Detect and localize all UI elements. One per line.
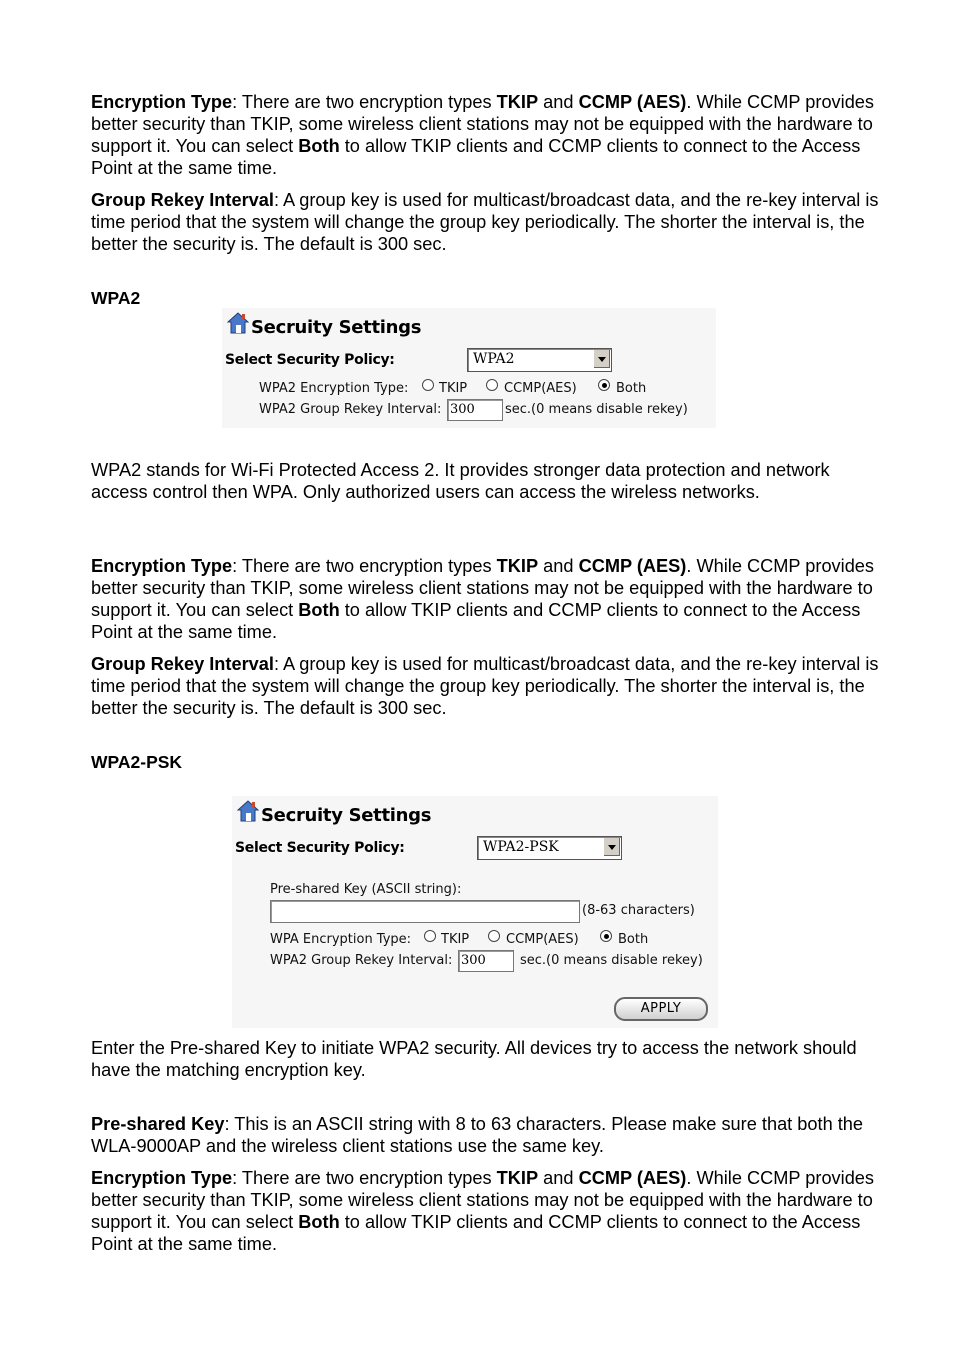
apply-button[interactable]: APPLY — [614, 997, 708, 1021]
radio-ccmp-label: CCMP(AES) — [506, 932, 579, 947]
radio-both-label: Both — [616, 381, 647, 396]
pre-shared-key-hint: (8-63 characters) — [582, 903, 695, 918]
encryption-type-label: WPA2 Encryption Type: — [259, 381, 409, 396]
chevron-down-icon[interactable] — [603, 838, 620, 856]
panel-title: Secruity Settings — [251, 317, 422, 338]
pre-shared-key-paragraph: Pre-shared Key: This is an ASCII string with 8 to 63 characters. Please make sure that both the WLA-9000AP and the wireless client stations use the same key. — [91, 1114, 864, 1156]
rekey-hint: sec.(0 means disable rekey) — [505, 402, 688, 417]
wpa2-psk-settings-panel — [232, 796, 718, 1028]
radio-tkip[interactable] — [422, 379, 434, 391]
wpa2-intro-paragraph: WPA2 stands for Wi-Fi Protected Access 2. It provides stronger data protection and network access control then WPA. Only authorized users can access the wireless networks. — [91, 460, 830, 502]
term: Encryption Type — [91, 1168, 233, 1188]
wpa2-settings-panel — [222, 308, 716, 428]
radio-tkip-label: TKIP — [441, 932, 470, 947]
encryption-type-label: WPA Encryption Type: — [270, 932, 412, 947]
radio-tkip-label: TKIP — [439, 381, 468, 396]
radio-ccmp-label: CCMP(AES) — [504, 381, 577, 396]
radio-both-label: Both — [618, 932, 649, 947]
pre-shared-key-label: Pre-shared Key (ASCII string): — [270, 882, 462, 897]
home-icon — [227, 312, 249, 334]
radio-both[interactable] — [598, 379, 610, 391]
rekey-interval-label: WPA2 Group Rekey Interval: — [259, 402, 442, 417]
section-heading-wpa2-psk: WPA2-PSK — [91, 752, 183, 772]
security-policy-select[interactable]: WPA2 — [467, 348, 612, 372]
panel-title: Secruity Settings — [261, 805, 432, 826]
rekey-interval-input[interactable]: 300 — [447, 399, 503, 421]
wpa2-psk-intro-paragraph: Enter the Pre-shared Key to initiate WPA2 security. All devices try to access the network should have the matching encryption key. — [91, 1038, 857, 1080]
rekey-interval-label: WPA2 Group Rekey Interval: — [270, 953, 453, 968]
term: Encryption Type — [91, 556, 233, 576]
term: Encryption Type — [91, 92, 233, 112]
encryption-type-paragraph: Encryption Type: There are two encryption types TKIP and CCMP (AES). While CCMP provides better security than TKIP, some wireless client stations may not be equipped with the hardware to support it. You can select Both to allow TKIP clients and CCMP clients to connect to the Access Point at the same time. — [91, 92, 875, 178]
rekey-interval-input[interactable]: 300 — [458, 950, 514, 972]
encryption-type-paragraph: Encryption Type: There are two encryption types TKIP and CCMP (AES). While CCMP provides better security than TKIP, some wireless client stations may not be equipped with the hardware to support it. You can select Both to allow TKIP clients and CCMP clients to connect to the Access Point at the same time. — [91, 556, 875, 642]
radio-ccmp[interactable] — [488, 930, 500, 942]
security-policy-select[interactable]: WPA2-PSK — [477, 836, 622, 860]
group-rekey-paragraph: Group Rekey Interval: A group key is used for multicast/broadcast data, and the re-key interval is time period that the system will change the group key periodically. The shorter the interval is, the better the security is. The default is 300 sec. — [91, 190, 879, 254]
rekey-hint: sec.(0 means disable rekey) — [520, 953, 703, 968]
policy-label: Select Security Policy: — [235, 840, 405, 856]
group-rekey-paragraph: Group Rekey Interval: A group key is used for multicast/broadcast data, and the re-key interval is time period that the system will change the group key periodically. The shorter the interval is, the better the security is. The default is 300 sec. — [91, 654, 879, 718]
radio-tkip[interactable] — [424, 930, 436, 942]
chevron-down-icon[interactable] — [593, 350, 610, 368]
radio-both[interactable] — [600, 930, 612, 942]
term: Pre-shared Key — [91, 1114, 225, 1134]
term: Group Rekey Interval — [91, 654, 274, 674]
home-icon — [237, 800, 259, 822]
term: Group Rekey Interval — [91, 190, 274, 210]
section-heading-wpa2: WPA2 — [91, 288, 141, 308]
pre-shared-key-input[interactable] — [270, 900, 580, 923]
policy-label: Select Security Policy: — [225, 352, 395, 368]
radio-ccmp[interactable] — [486, 379, 498, 391]
encryption-type-paragraph: Encryption Type: There are two encryption types TKIP and CCMP (AES). While CCMP provides better security than TKIP, some wireless client stations may not be equipped with the hardware to support it. You can select Both to allow TKIP clients and CCMP clients to connect to the Access Point at the same time. — [91, 1168, 875, 1254]
